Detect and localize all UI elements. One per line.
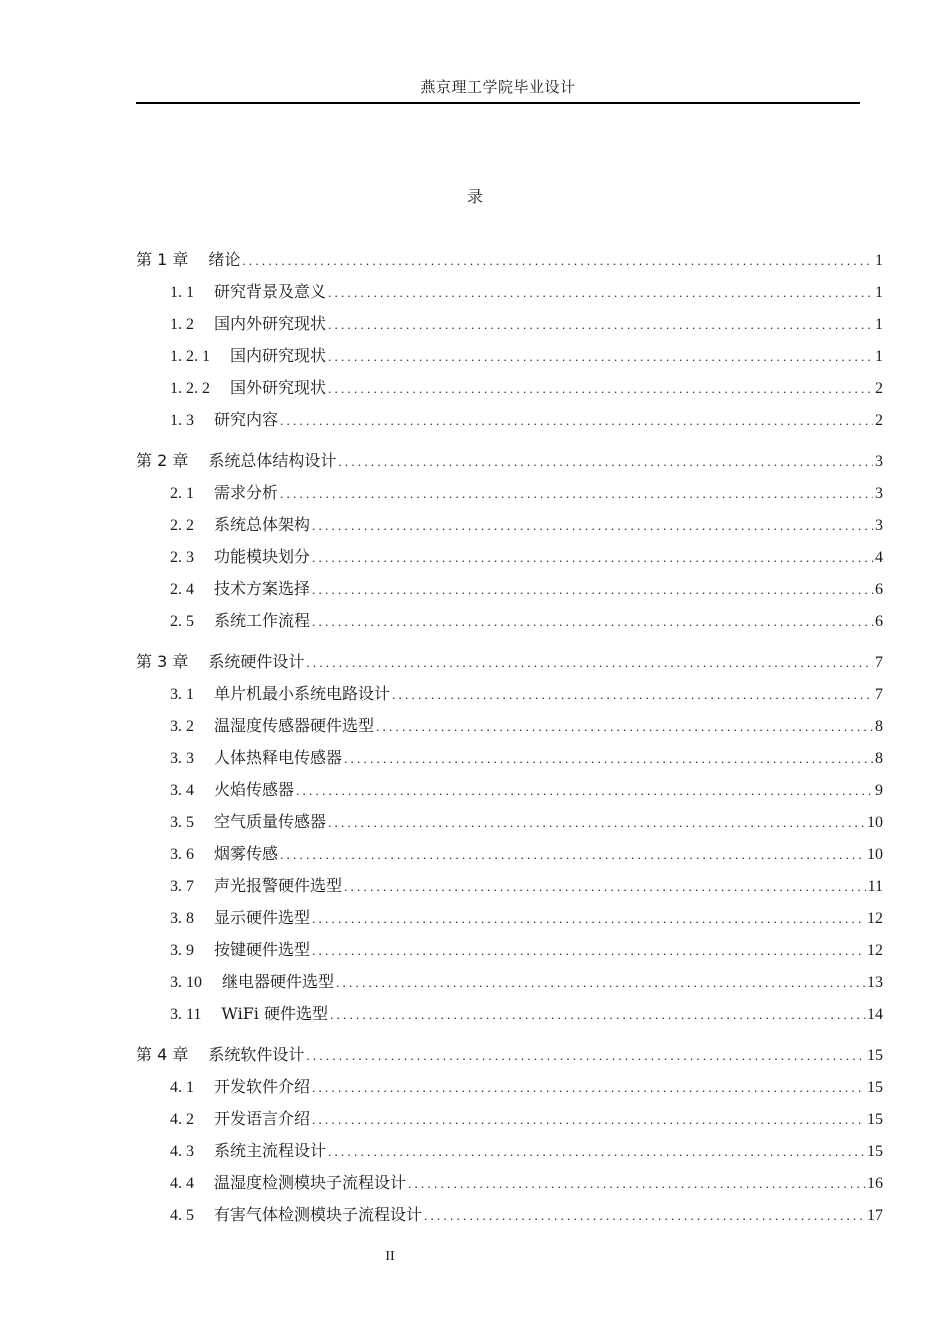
toc-section-entry[interactable] <box>170 810 883 834</box>
toc-entry-number: 2. 1 <box>170 485 194 502</box>
toc-section-entry[interactable] <box>170 1075 883 1099</box>
toc-entry-title: 国内研究现状 <box>230 346 327 365</box>
toc-entry-number: 4. 1 <box>170 1079 194 1096</box>
toc-entry-title: 继电器硬件选型 <box>222 972 335 991</box>
toc-entry-title: 需求分析 <box>214 483 279 502</box>
toc-entry-number: 2. 4 <box>170 581 194 598</box>
toc-dot-leader <box>344 747 873 771</box>
toc-entry-page: 6 <box>875 613 883 630</box>
page-header <box>136 76 860 104</box>
toc-entry-number: 1. 3 <box>170 412 194 429</box>
toc-entry-page: 15 <box>867 1079 883 1096</box>
toc-section-entry[interactable] <box>170 513 883 537</box>
toc-entry-page: 3 <box>875 517 883 534</box>
toc-section-entry[interactable] <box>170 746 883 770</box>
toc-entry-title: WiFi 硬件选型 <box>221 1004 328 1023</box>
toc-dot-leader <box>328 811 865 835</box>
toc-dot-leader <box>306 1044 865 1068</box>
toc-section-entry[interactable] <box>170 545 883 569</box>
toc-entry-number: 3. 5 <box>170 814 194 831</box>
toc-dot-leader <box>328 345 873 369</box>
toc-dot-leader <box>336 971 865 995</box>
toc-entry-page: 11 <box>867 878 883 895</box>
toc-section-entry[interactable] <box>170 906 883 930</box>
toc-entry-title: 系统工作流程 <box>214 611 311 630</box>
toc-dot-leader <box>312 546 873 570</box>
toc-section-entry[interactable] <box>170 577 883 601</box>
toc-entry-number: 3. 6 <box>170 846 194 863</box>
toc-entry-title: 人体热释电传感器 <box>214 748 343 767</box>
toc-dot-leader <box>376 715 873 739</box>
toc-entry-title: 研究内容 <box>214 410 279 429</box>
toc-dot-leader <box>328 281 873 305</box>
toc-entry-title: 烟雾传感 <box>214 844 279 863</box>
toc-dot-leader <box>306 651 873 675</box>
toc-section-entry[interactable] <box>170 1171 883 1195</box>
toc-title: 录 <box>466 187 483 206</box>
toc-entry-number: 3. 2 <box>170 718 194 735</box>
toc-entry-page: 14 <box>867 1006 883 1023</box>
toc-entry-number: 1. 2. 2 <box>170 380 210 397</box>
toc-chapter-entry[interactable] <box>136 248 883 272</box>
toc-entry-page: 9 <box>875 782 883 799</box>
page-number: II <box>385 1249 395 1264</box>
toc-entry-number: 3. 9 <box>170 942 194 959</box>
toc-section-entry[interactable] <box>170 609 883 633</box>
toc-entry-title: 系统总体架构 <box>214 515 311 534</box>
toc-entry-title: 空气质量传感器 <box>214 812 327 831</box>
toc-entry-title: 系统主流程设计 <box>214 1141 327 1160</box>
toc-entry-title: 绪论 <box>208 250 241 269</box>
toc-entry-title: 开发软件介绍 <box>214 1077 311 1096</box>
toc-section-entry[interactable] <box>170 778 883 802</box>
toc-entry-title: 声光报警硬件选型 <box>214 876 343 895</box>
toc-section-entry[interactable] <box>170 682 883 706</box>
toc-section-entry[interactable] <box>170 376 883 400</box>
toc-entry-page: 17 <box>867 1207 883 1224</box>
toc-dot-leader <box>280 482 873 506</box>
toc-section-entry[interactable] <box>170 1107 883 1131</box>
toc-dot-leader <box>338 450 873 474</box>
toc-entry-page: 3 <box>875 485 883 502</box>
toc-entry-number: 2. 2 <box>170 517 194 534</box>
toc-entry-number: 3. 3 <box>170 750 194 767</box>
toc-entry-number: 3. 1 <box>170 686 194 703</box>
toc-entry-title: 系统软件设计 <box>208 1045 305 1064</box>
toc-entry-title: 国内外研究现状 <box>214 314 327 333</box>
toc-entry-page: 1 <box>875 316 883 333</box>
toc-entry-title: 按键硬件选型 <box>214 940 311 959</box>
toc-dot-leader <box>312 578 873 602</box>
toc-entry-number: 第 3 章 <box>136 652 189 671</box>
toc-section-entry[interactable] <box>170 874 883 898</box>
toc-entry-page: 15 <box>867 1047 883 1064</box>
toc-entry-page: 8 <box>875 750 883 767</box>
header-title: 燕京理工学院毕业设计 <box>420 78 576 96</box>
toc-dot-leader <box>312 1076 865 1100</box>
toc-dot-leader <box>312 514 873 538</box>
toc-entry-title: 系统总体结构设计 <box>208 451 337 470</box>
toc-entry-number: 2. 5 <box>170 613 194 630</box>
toc-entry-number: 3. 10 <box>170 974 202 991</box>
toc-section-entry[interactable] <box>170 312 883 336</box>
toc-entry-number: 3. 11 <box>170 1006 202 1023</box>
toc-entry-number: 4. 5 <box>170 1207 194 1224</box>
toc-dot-leader <box>328 377 873 401</box>
toc-dot-leader <box>344 875 866 899</box>
toc-entry-title: 温湿度检测模块子流程设计 <box>214 1173 407 1192</box>
toc-entry-page: 7 <box>875 686 883 703</box>
toc-dot-leader <box>312 907 865 931</box>
toc-section-entry[interactable] <box>170 1002 883 1026</box>
toc-entry-page: 6 <box>875 581 883 598</box>
toc-entry-page: 4 <box>875 549 883 566</box>
toc-entry-number: 1. 2. 1 <box>170 348 210 365</box>
toc-entry-page: 1 <box>875 252 883 269</box>
toc-entry-page: 3 <box>875 453 883 470</box>
toc-entry-page: 13 <box>867 974 883 991</box>
toc-section-entry[interactable] <box>170 344 883 368</box>
toc-dot-leader <box>328 1140 865 1164</box>
toc-entry-title: 功能模块划分 <box>214 547 311 566</box>
toc-dot-leader <box>328 313 873 337</box>
toc-entry-title: 开发语言介绍 <box>214 1109 311 1128</box>
toc-entry-page: 15 <box>867 1143 883 1160</box>
toc-section-entry[interactable] <box>170 1203 883 1227</box>
toc-entry-number: 1. 2 <box>170 316 194 333</box>
toc-entry-page: 7 <box>875 654 883 671</box>
toc-chapter-entry[interactable] <box>136 1043 883 1067</box>
toc-dot-leader <box>408 1172 865 1196</box>
toc-section-entry[interactable] <box>170 938 883 962</box>
toc-entry-number: 3. 7 <box>170 878 194 895</box>
toc-entry-page: 10 <box>867 846 883 863</box>
toc-entry-title: 国外研究现状 <box>230 378 327 397</box>
toc-entry-title: 系统硬件设计 <box>208 652 305 671</box>
toc-entry-title: 研究背景及意义 <box>214 282 327 301</box>
toc-entry-page: 12 <box>867 942 883 959</box>
toc-dot-leader <box>424 1204 865 1228</box>
toc-entry-number: 3. 4 <box>170 782 194 799</box>
toc-entry-title: 温湿度传感器硬件选型 <box>214 716 375 735</box>
toc-section-entry[interactable] <box>170 970 883 994</box>
toc-section-entry[interactable] <box>170 1139 883 1163</box>
toc-dot-leader <box>312 939 865 963</box>
toc-entry-title: 显示硬件选型 <box>214 908 311 927</box>
toc-entry-title: 火焰传感器 <box>214 780 295 799</box>
toc-entry-number: 第 2 章 <box>136 451 189 470</box>
toc-section-entry[interactable] <box>170 481 883 505</box>
toc-section-entry[interactable] <box>170 280 883 304</box>
toc-entry-number: 第 1 章 <box>136 250 189 269</box>
toc-dot-leader <box>280 843 865 867</box>
toc-entry-number: 4. 3 <box>170 1143 194 1160</box>
toc-entry-page: 12 <box>867 910 883 927</box>
toc-entry-title: 单片机最小系统电路设计 <box>214 684 391 703</box>
toc-dot-leader <box>242 249 873 273</box>
toc-entry-title: 有害气体检测模块子流程设计 <box>214 1205 423 1224</box>
toc-chapter-entry[interactable] <box>136 449 883 473</box>
toc-entry-number: 第 4 章 <box>136 1045 189 1064</box>
toc-entry-number: 1. 1 <box>170 284 194 301</box>
toc-entry-page: 15 <box>867 1111 883 1128</box>
toc-entry-page: 16 <box>867 1175 883 1192</box>
toc-dot-leader <box>296 779 873 803</box>
toc-entry-page: 1 <box>875 348 883 365</box>
toc-dot-leader <box>312 1108 865 1132</box>
toc-dot-leader <box>392 683 873 707</box>
toc-dot-leader <box>280 409 873 433</box>
toc-entry-number: 4. 4 <box>170 1175 194 1192</box>
toc-entry-page: 2 <box>875 380 883 397</box>
toc-entry-title: 技术方案选择 <box>214 579 311 598</box>
toc-section-entry[interactable] <box>170 714 883 738</box>
toc-entry-page: 8 <box>875 718 883 735</box>
toc-section-entry[interactable] <box>170 842 883 866</box>
toc-entry-page: 10 <box>867 814 883 831</box>
toc-dot-leader <box>312 610 873 634</box>
toc-entry-number: 4. 2 <box>170 1111 194 1128</box>
toc-section-entry[interactable] <box>170 408 883 432</box>
toc-entry-number: 3. 8 <box>170 910 194 927</box>
toc-entry-page: 2 <box>875 412 883 429</box>
toc-entry-number: 2. 3 <box>170 549 194 566</box>
toc-dot-leader <box>330 1003 865 1027</box>
toc-entry-page: 1 <box>875 284 883 301</box>
toc-chapter-entry[interactable] <box>136 650 883 674</box>
